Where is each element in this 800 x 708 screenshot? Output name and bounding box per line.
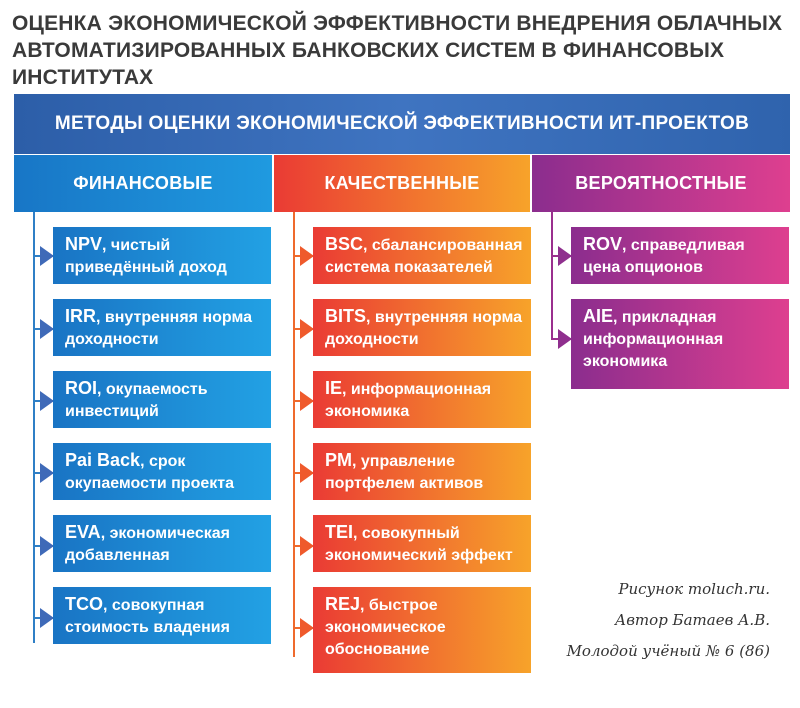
method-desc: , совокупный экономический эффект: [325, 525, 513, 564]
method-desc: , окупаемость инвестиций: [65, 381, 208, 420]
column-header-financial: ФИНАНСОВЫЕ: [14, 155, 272, 212]
column-header-probabilistic: ВЕРОЯТНОСТНЫЕ: [532, 155, 790, 212]
connector-line-financial: [33, 212, 35, 643]
method-abbr: REJ: [325, 594, 361, 614]
arrow-icon: [300, 618, 314, 638]
method-abbr: IE: [325, 378, 343, 398]
method-desc: , экономическая добавленная: [65, 525, 230, 564]
method-abbr: TCO: [65, 594, 103, 614]
arrow-icon: [40, 246, 54, 266]
method-box-eva: [53, 515, 271, 572]
methods-banner: МЕТОДЫ ОЦЕНКИ ЭКОНОМИЧЕСКОЙ ЭФФЕКТИВНОСТИ ИТ-ПРОЕКТОВ: [14, 94, 790, 154]
method-box-aie: [571, 299, 789, 389]
method-abbr: PM: [325, 450, 352, 470]
method-box-bsc: [313, 227, 531, 284]
arrow-icon: [300, 463, 314, 483]
method-abbr: BSC: [325, 234, 364, 254]
method-abbr: Pai Back: [65, 450, 141, 470]
method-abbr: EVA: [65, 522, 101, 542]
page-title: ОЦЕНКА ЭКОНОМИЧЕСКОЙ ЭФФЕКТИВНОСТИ ВНЕДРЕНИЯ ОБЛАЧНЫХ АВТОМАТИЗИРОВАННЫХ БАНКОВСКИХ СИСТЕМ В ФИНАНСОВЫХ ИНСТИТУТАХ: [12, 12, 783, 89]
method-abbr: BITS: [325, 306, 367, 326]
column-header-qualitative: КАЧЕСТВЕННЫЕ: [274, 155, 530, 212]
arrow-icon: [558, 246, 572, 266]
method-abbr: IRR: [65, 306, 96, 326]
arrow-icon: [300, 391, 314, 411]
method-abbr: TEI: [325, 522, 354, 542]
credit-figure-source: Рисунок moluch.ru.: [618, 580, 770, 598]
method-desc: , внутренняя норма доходности: [325, 309, 522, 348]
method-box-ie: [313, 371, 531, 428]
method-desc: , сбалансированная система показателей: [325, 237, 523, 276]
method-box-payback: [53, 443, 271, 500]
arrow-icon: [40, 319, 54, 339]
method-abbr: ROV: [583, 234, 623, 254]
method-desc: , внутренняя норма доходности: [65, 309, 252, 348]
arrow-icon: [40, 391, 54, 411]
method-box-bits: [313, 299, 531, 356]
method-desc: , справедливая цена опционов: [583, 237, 745, 276]
arrow-icon: [300, 319, 314, 339]
connector-line-qualitative: [293, 212, 295, 657]
method-abbr: AIE: [583, 306, 614, 326]
arrow-icon: [558, 329, 572, 349]
arrow-icon: [40, 608, 54, 628]
method-desc: , срок окупаемости проекта: [65, 453, 234, 492]
credit-author: Автор Батаев А.В.: [614, 611, 770, 629]
method-abbr: ROI: [65, 378, 98, 398]
method-box-rov: [571, 227, 789, 284]
method-desc: , чистый приведённый доход: [65, 237, 227, 276]
method-desc: , управление портфелем активов: [325, 453, 484, 492]
method-box-irr: [53, 299, 271, 356]
method-abbr: NPV: [65, 234, 103, 254]
method-box-npv: [53, 227, 271, 284]
method-desc: , информационная экономика: [325, 381, 492, 420]
method-desc: , быстрое экономическое обоснование: [325, 597, 446, 658]
arrow-icon: [40, 463, 54, 483]
method-box-roi: [53, 371, 271, 428]
method-box-pm: [313, 443, 531, 500]
arrow-icon: [300, 536, 314, 556]
arrow-icon: [300, 246, 314, 266]
method-desc: , прикладная информационная экономика: [583, 309, 724, 370]
credit-journal: Молодой учёный № 6 (86): [566, 642, 770, 660]
method-box-rej: [313, 587, 531, 673]
method-desc: , совокупная стоимость владения: [65, 597, 230, 636]
connector-line-probabilistic: [551, 212, 553, 339]
arrow-icon: [40, 536, 54, 556]
method-box-tco: [53, 587, 271, 644]
method-box-tei: [313, 515, 531, 572]
